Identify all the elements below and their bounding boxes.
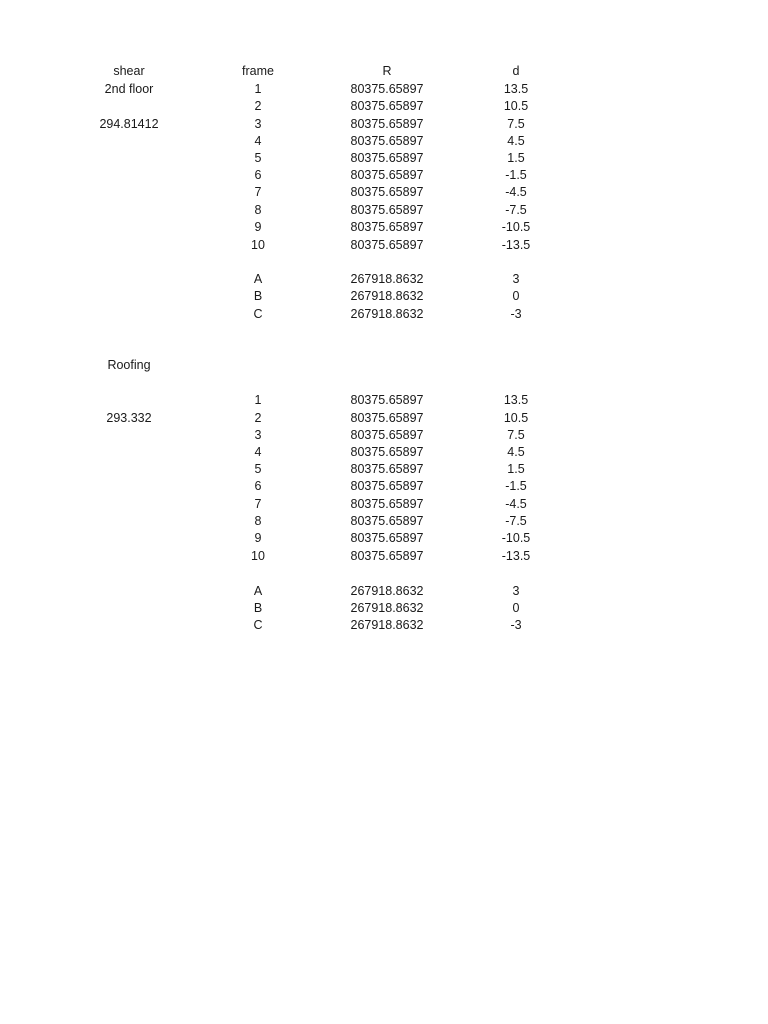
r-cell: 80375.65897 xyxy=(350,514,424,528)
table-row xyxy=(0,444,768,461)
d-cell: -7.5 xyxy=(505,203,527,217)
d-cell: -3 xyxy=(510,618,522,632)
r-cell: 80375.65897 xyxy=(350,238,424,252)
r-cell: 80375.65897 xyxy=(350,220,424,234)
d-cell: -10.5 xyxy=(501,220,531,234)
d-cell: 13.5 xyxy=(503,82,529,96)
frame-cell: 5 xyxy=(254,462,262,476)
r-cell: 80375.65897 xyxy=(350,445,424,459)
frame-cell: 8 xyxy=(254,203,262,217)
r-cell: 80375.65897 xyxy=(350,117,424,131)
frame-cell: 5 xyxy=(254,151,262,165)
table-row xyxy=(0,478,768,495)
table-row xyxy=(0,427,768,444)
d-cell: 10.5 xyxy=(503,99,529,113)
header-row xyxy=(0,63,768,80)
frame-cell: 8 xyxy=(254,514,262,528)
r-cell: 267918.8632 xyxy=(350,601,424,615)
table-row xyxy=(0,202,768,219)
table-row xyxy=(0,617,768,634)
d-cell: -13.5 xyxy=(501,238,531,252)
frame-cell: C xyxy=(253,307,263,321)
table-row xyxy=(0,306,768,323)
table-row xyxy=(0,392,768,409)
table-row xyxy=(0,530,768,547)
table-row xyxy=(0,219,768,236)
table-row xyxy=(0,583,768,600)
shear-value-roofing: 293.332 xyxy=(106,411,152,425)
r-cell: 80375.65897 xyxy=(350,411,424,425)
frame-cell: 1 xyxy=(254,393,262,407)
frame-cell: B xyxy=(253,289,263,303)
r-cell: 80375.65897 xyxy=(350,82,424,96)
r-cell: 80375.65897 xyxy=(350,134,424,148)
r-cell: 80375.65897 xyxy=(350,151,424,165)
frame-cell: C xyxy=(253,618,263,632)
table-row xyxy=(0,133,768,150)
frame-cell: A xyxy=(253,272,263,286)
d-cell: -4.5 xyxy=(505,185,527,199)
r-cell: 267918.8632 xyxy=(350,307,424,321)
d-cell: -4.5 xyxy=(505,497,527,511)
d-cell: 3 xyxy=(512,584,520,598)
frame-cell: 7 xyxy=(254,497,262,511)
frame-cell: 4 xyxy=(254,445,262,459)
table-row xyxy=(0,150,768,167)
frame-cell: 6 xyxy=(254,479,262,493)
d-cell: 3 xyxy=(512,272,520,286)
table-row xyxy=(0,81,768,98)
r-cell: 80375.65897 xyxy=(350,203,424,217)
d-cell: 7.5 xyxy=(507,117,525,131)
d-cell: 10.5 xyxy=(503,411,529,425)
header-shear: shear xyxy=(113,64,145,78)
shear-value-2nd-floor: 294.81412 xyxy=(99,117,159,131)
table-row xyxy=(0,513,768,530)
section-title-row xyxy=(0,357,768,374)
frame-cell: 2 xyxy=(254,411,262,425)
r-cell: 80375.65897 xyxy=(350,168,424,182)
section-title-2nd-floor: 2nd floor xyxy=(104,82,154,96)
d-cell: 0 xyxy=(512,601,520,615)
r-cell: 80375.65897 xyxy=(350,549,424,563)
table-row xyxy=(0,98,768,115)
d-cell: 0 xyxy=(512,289,520,303)
frame-cell: 2 xyxy=(254,99,262,113)
frame-cell: 10 xyxy=(251,549,265,563)
frame-cell: 3 xyxy=(254,428,262,442)
d-cell: -7.5 xyxy=(505,514,527,528)
d-cell: -1.5 xyxy=(505,479,527,493)
d-cell: 4.5 xyxy=(507,445,525,459)
section-title-roofing: Roofing xyxy=(107,358,151,372)
r-cell: 80375.65897 xyxy=(350,462,424,476)
r-cell: 80375.65897 xyxy=(350,428,424,442)
frame-cell: A xyxy=(253,584,263,598)
d-cell: -13.5 xyxy=(501,549,531,563)
frame-cell: 4 xyxy=(254,134,262,148)
frame-cell: B xyxy=(253,601,263,615)
r-cell: 80375.65897 xyxy=(350,531,424,545)
d-cell: 13.5 xyxy=(503,393,529,407)
r-cell: 267918.8632 xyxy=(350,584,424,598)
table-row xyxy=(0,600,768,617)
d-cell: 7.5 xyxy=(507,428,525,442)
header-frame: frame xyxy=(242,64,274,78)
header-r: R xyxy=(382,64,392,78)
r-cell: 267918.8632 xyxy=(350,289,424,303)
r-cell: 80375.65897 xyxy=(350,479,424,493)
frame-cell: 7 xyxy=(254,185,262,199)
r-cell: 80375.65897 xyxy=(350,393,424,407)
r-cell: 267918.8632 xyxy=(350,618,424,632)
d-cell: -3 xyxy=(510,307,522,321)
table-row xyxy=(0,548,768,565)
r-cell: 80375.65897 xyxy=(350,185,424,199)
frame-cell: 6 xyxy=(254,168,262,182)
r-cell: 267918.8632 xyxy=(350,272,424,286)
table-row xyxy=(0,167,768,184)
d-cell: 1.5 xyxy=(507,462,525,476)
table-row xyxy=(0,237,768,254)
table-row xyxy=(0,461,768,478)
header-d: d xyxy=(512,64,520,78)
r-cell: 80375.65897 xyxy=(350,99,424,113)
frame-cell: 3 xyxy=(254,117,262,131)
frame-cell: 9 xyxy=(254,220,262,234)
table-row xyxy=(0,116,768,133)
d-cell: 4.5 xyxy=(507,134,525,148)
table-row xyxy=(0,288,768,305)
r-cell: 80375.65897 xyxy=(350,497,424,511)
frame-cell: 9 xyxy=(254,531,262,545)
frame-cell: 1 xyxy=(254,82,262,96)
d-cell: -1.5 xyxy=(505,168,527,182)
d-cell: -10.5 xyxy=(501,531,531,545)
table-row xyxy=(0,271,768,288)
table-row xyxy=(0,184,768,201)
frame-cell: 10 xyxy=(251,238,265,252)
d-cell: 1.5 xyxy=(507,151,525,165)
table-row xyxy=(0,410,768,427)
table-row xyxy=(0,496,768,513)
